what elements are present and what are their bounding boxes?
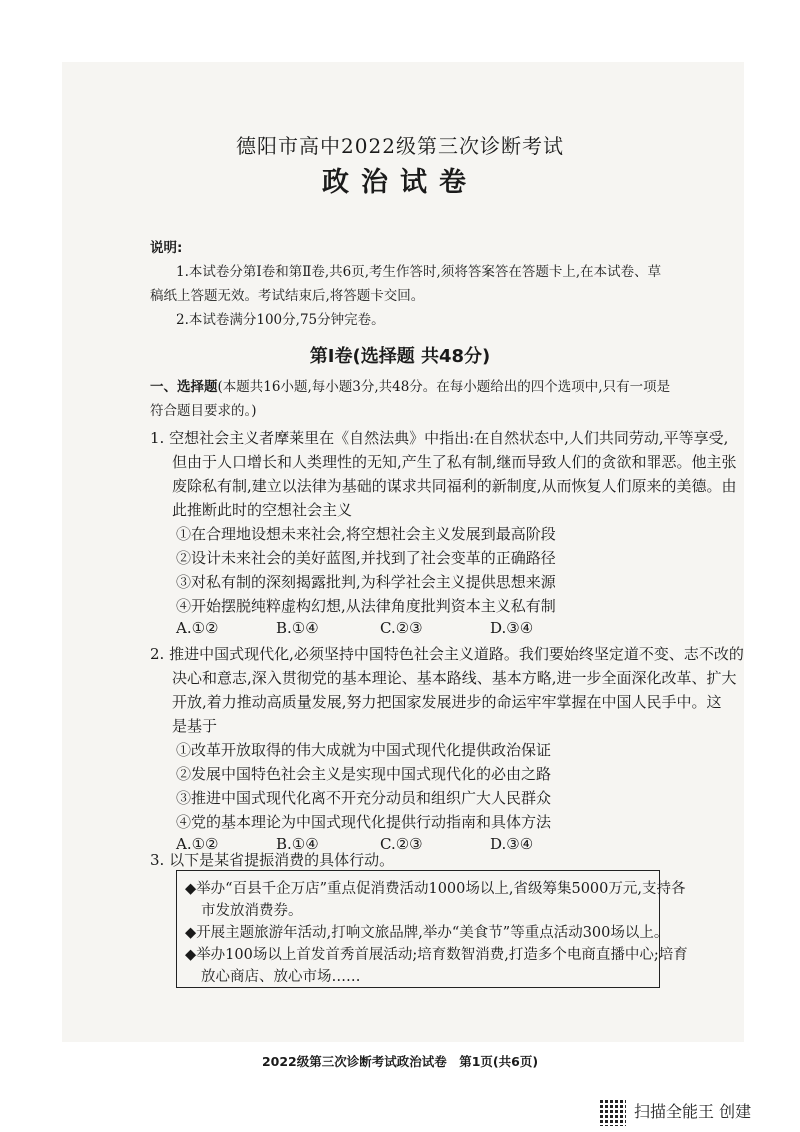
q1-stem-line: 废除私有制,建立以法律为基础的谋求共同福利的新制度,从而恢复人们原来的美德。由 (172, 477, 737, 495)
q3-box-line: ◆开展主题旅游年活动,打响文旅品牌,举办“美食节”等重点活动300场以上。 (185, 925, 669, 941)
qr-code-icon (598, 1098, 626, 1126)
part1-desc-b: 符合题目要求的。) (150, 403, 257, 419)
part1-heading: 一、选择题 (150, 379, 218, 395)
q3-stem: 3. 以下是某省提振消费的具体行动。 (150, 851, 395, 869)
q1-stem-line: 此推断此时的空想社会主义 (172, 501, 353, 519)
q1-item: ③对私有制的深刻揭露批判,为科学社会主义提供思想来源 (176, 573, 556, 591)
q3-box-line: 放心商店、放心市场…… (201, 969, 361, 985)
q1-item: ④开始摆脱纯粹虚构幻想,从法律角度批判资本主义私有制 (176, 597, 556, 615)
q3-box-line: 市发放消费券。 (201, 903, 303, 919)
q2-stem-line: 2. 推进中国式现代化,必须坚持中国特色社会主义道路。我们要始终坚定道不变、志不改的 (150, 645, 744, 663)
q2-item: ③推进中国式现代化离不开充分动员和组织广大人民群众 (176, 789, 552, 807)
subject-title: 政治试卷 (322, 167, 478, 198)
q2-option-a: A.①② (176, 835, 219, 853)
part1-intro (150, 375, 670, 395)
q1-option-a: A.①② (176, 619, 219, 637)
q1-stem-line: 但由于人口增长和人类理性的无知,产生了私有制,继而导致人们的贪欲和罪恶。他主张 (172, 453, 737, 471)
q1-option-c: C.②③ (380, 619, 423, 637)
q3-info-box (176, 870, 688, 988)
q1-stem-line: 1. 空想社会主义者摩莱里在《自然法典》中指出:在自然状态中,人们共同劳动,平等享受, (150, 429, 729, 447)
part1-desc-a: (本题共16小题,每小题3分,共48分。在每小题给出的四个选项中,只有一项是 (217, 379, 671, 395)
note-1b: 稿纸上答题无效。考试结束后,将答题卡交回。 (150, 288, 425, 304)
q3-box-line: ◆举办100场以上首发首秀首展活动;培育数智消费,打造多个电商直播中心;培育 (185, 947, 688, 963)
q2-option-b: B.①④ (276, 835, 319, 853)
q1-item: ①在合理地设想未来社会,将空想社会主义发展到最高阶段 (176, 525, 556, 543)
note-2: 2.本试卷满分100分,75分钟完卷。 (176, 312, 385, 328)
q2-item: ②发展中国特色社会主义是实现中国式现代化的必由之路 (176, 765, 552, 783)
q1-option-d: D.③④ (490, 619, 534, 637)
q2-stem-line: 是基于 (172, 717, 218, 735)
note-1a: 1.本试卷分第Ⅰ卷和第Ⅱ卷,共6页,考生作答时,须将答案答在答题卡上,在本试卷、草 (176, 264, 662, 280)
notes-label: 说明: (150, 240, 183, 256)
q3-box-line: ◆举办“百县千企万店”重点促消费活动1000场以上,省级筹集5000万元,支持各 (185, 881, 686, 897)
q2-option-c: C.②③ (380, 835, 423, 853)
q1-option-b: B.①④ (276, 619, 319, 637)
q1-item: ②设计未来社会的美好蓝图,并找到了社会变革的正确路径 (176, 549, 556, 567)
q2-option-d: D.③④ (490, 835, 534, 853)
q2-stem-line: 开放,着力推动高质量发展,努力把国家发展进步的命运牢牢掌握在中国人民手中。这 (172, 693, 722, 711)
q2-item: ④党的基本理论为中国式现代化提供行动指南和具体方法 (176, 813, 552, 831)
exam-title: 德阳市高中2022级第三次诊断考试 (236, 134, 564, 158)
scanner-watermark: 扫描全能王 创建 (634, 1102, 752, 1121)
page-footer: 2022级第三次诊断考试政治试卷 第1页(共6页) (261, 1054, 539, 1069)
q2-stem-line: 决心和意志,深入贯彻党的基本理论、基本路线、基本方略,进一步全面深化改革、扩大 (172, 669, 737, 687)
q2-item: ①改革开放取得的伟大成就为中国式现代化提供政治保证 (176, 741, 552, 759)
section-title: 第Ⅰ卷(选择题 共48分) (309, 346, 491, 367)
